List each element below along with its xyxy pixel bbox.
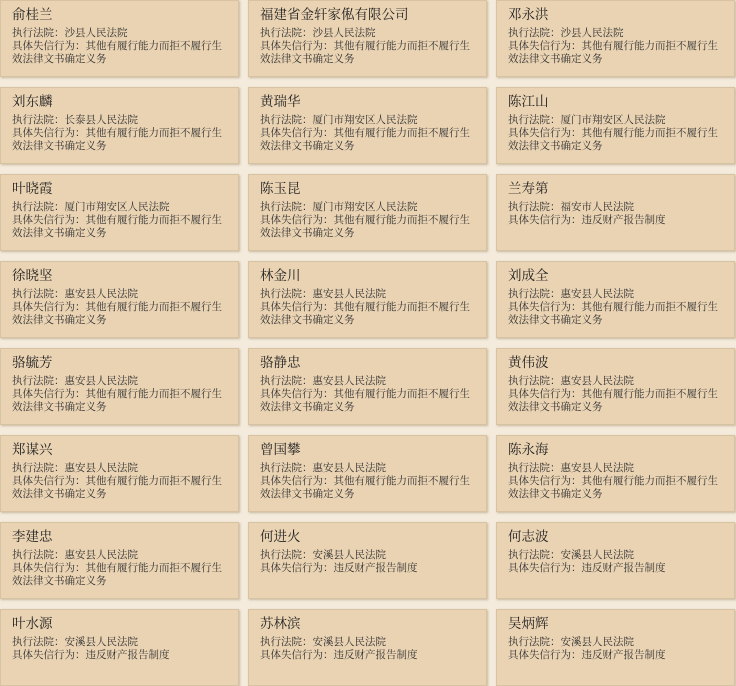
- list-item[interactable]: [496, 348, 735, 425]
- behavior-value: 其他有履行能力而拒不履行生效法律文书确定义务: [12, 388, 222, 413]
- court-line: [260, 462, 476, 475]
- court-label: 执行法院：: [260, 201, 313, 213]
- behavior-label: 具体失信行为：: [508, 475, 582, 487]
- court-value: 惠安县人民法院: [64, 375, 138, 387]
- court-value: 安溪县人民法院: [560, 549, 634, 561]
- behavior-label: 具体失信行为：: [508, 40, 582, 52]
- court-line: [12, 375, 228, 388]
- person-name[interactable]: 黄伟波: [508, 355, 549, 371]
- court-value: 福安市人民法院: [560, 201, 634, 213]
- list-item[interactable]: [0, 174, 239, 251]
- behavior-value: 其他有履行能力而拒不履行生效法律文书确定义务: [260, 301, 470, 326]
- court-label: 执行法院：: [12, 636, 65, 648]
- court-line: [12, 288, 228, 301]
- behavior-line: [260, 301, 476, 327]
- behavior-value: 其他有履行能力而拒不履行生效法律文书确定义务: [260, 388, 470, 413]
- behavior-value: 其他有履行能力而拒不履行生效法律文书确定义务: [508, 40, 718, 65]
- behavior-label: 具体失信行为：: [12, 40, 86, 52]
- behavior-label: 具体失信行为：: [508, 301, 582, 313]
- behavior-value: 其他有履行能力而拒不履行生效法律文书确定义务: [508, 388, 718, 413]
- court-line: [508, 288, 724, 301]
- court-line: [12, 462, 228, 475]
- court-label: 执行法院：: [508, 288, 561, 300]
- behavior-line: [12, 214, 228, 240]
- list-item[interactable]: [0, 0, 239, 77]
- court-value: 惠安县人民法院: [64, 549, 138, 561]
- behavior-label: 具体失信行为：: [260, 649, 334, 661]
- person-name[interactable]: 刘东麟: [12, 94, 53, 110]
- behavior-value: 违反财产报告制度: [333, 649, 418, 661]
- person-name[interactable]: 曾国攀: [260, 442, 301, 458]
- court-label: 执行法院：: [508, 375, 561, 387]
- behavior-line: [260, 127, 476, 153]
- behavior-label: 具体失信行为：: [260, 40, 334, 52]
- behavior-line: [260, 214, 476, 240]
- court-label: 执行法院：: [12, 114, 65, 126]
- court-line: [508, 636, 724, 649]
- court-line: [12, 201, 228, 214]
- behavior-line: [508, 562, 724, 575]
- behavior-line: [260, 562, 476, 575]
- behavior-label: 具体失信行为：: [508, 562, 582, 574]
- court-value: 惠安县人民法院: [312, 375, 386, 387]
- person-name[interactable]: 陈玉昆: [260, 181, 301, 197]
- behavior-line: [12, 127, 228, 153]
- behavior-value: 其他有履行能力而拒不履行生效法律文书确定义务: [260, 214, 470, 239]
- court-line: [260, 27, 476, 40]
- court-label: 执行法院：: [260, 375, 313, 387]
- list-item[interactable]: [496, 609, 735, 686]
- list-item[interactable]: [248, 522, 487, 599]
- list-item[interactable]: [0, 522, 239, 599]
- list-item[interactable]: [496, 0, 735, 77]
- person-name[interactable]: 徐晓坚: [12, 268, 53, 284]
- list-item[interactable]: [496, 435, 735, 512]
- court-label: 执行法院：: [260, 636, 313, 648]
- behavior-line: [260, 40, 476, 66]
- person-name[interactable]: 李建忠: [12, 529, 53, 545]
- court-value: 厦门市翔安区人民法院: [312, 201, 418, 213]
- behavior-label: 具体失信行为：: [12, 127, 86, 139]
- court-label: 执行法院：: [12, 201, 65, 213]
- behavior-line: [508, 475, 724, 501]
- behavior-line: [260, 388, 476, 414]
- court-value: 惠安县人民法院: [312, 462, 386, 474]
- court-line: [508, 549, 724, 562]
- person-name[interactable]: 骆毓芳: [12, 355, 53, 371]
- behavior-line: [12, 388, 228, 414]
- behavior-label: 具体失信行为：: [12, 649, 86, 661]
- court-label: 执行法院：: [508, 114, 561, 126]
- court-line: [12, 636, 228, 649]
- court-line: [260, 636, 476, 649]
- court-label: 执行法院：: [12, 375, 65, 387]
- court-value: 惠安县人民法院: [64, 462, 138, 474]
- court-value: 安溪县人民法院: [312, 636, 386, 648]
- court-label: 执行法院：: [508, 462, 561, 474]
- court-label: 执行法院：: [260, 114, 313, 126]
- person-name[interactable]: 叶晓霞: [12, 181, 53, 197]
- court-value: 厦门市翔安区人民法院: [312, 114, 418, 126]
- list-item[interactable]: [0, 609, 239, 686]
- behavior-label: 具体失信行为：: [260, 388, 334, 400]
- behavior-value: 违反财产报告制度: [85, 649, 170, 661]
- court-value: 安溪县人民法院: [560, 636, 634, 648]
- court-line: [260, 114, 476, 127]
- behavior-value: 违反财产报告制度: [581, 649, 666, 661]
- behavior-value: 其他有履行能力而拒不履行生效法律文书确定义务: [260, 127, 470, 152]
- court-value: 惠安县人民法院: [560, 462, 634, 474]
- behavior-line: [260, 475, 476, 501]
- behavior-line: [12, 475, 228, 501]
- court-line: [12, 27, 228, 40]
- behavior-value: 其他有履行能力而拒不履行生效法律文书确定义务: [12, 475, 222, 500]
- person-name[interactable]: 骆静忠: [260, 355, 301, 371]
- behavior-label: 具体失信行为：: [508, 214, 582, 226]
- court-value: 沙县人民法院: [312, 27, 376, 39]
- behavior-label: 具体失信行为：: [12, 475, 86, 487]
- behavior-line: [12, 562, 228, 588]
- behavior-label: 具体失信行为：: [12, 388, 86, 400]
- behavior-value: 其他有履行能力而拒不履行生效法律文书确定义务: [12, 562, 222, 587]
- behavior-line: [508, 214, 724, 227]
- court-line: [508, 201, 724, 214]
- behavior-line: [12, 649, 228, 662]
- behavior-label: 具体失信行为：: [260, 301, 334, 313]
- person-name[interactable]: 俞桂兰: [12, 7, 53, 23]
- court-line: [508, 462, 724, 475]
- court-line: [508, 27, 724, 40]
- person-name[interactable]: 林金川: [260, 268, 301, 284]
- court-label: 执行法院：: [508, 201, 561, 213]
- person-name[interactable]: 黄瑞华: [260, 94, 301, 110]
- person-name[interactable]: 吴炳辉: [508, 616, 549, 632]
- behavior-line: [12, 301, 228, 327]
- list-item[interactable]: [248, 174, 487, 251]
- person-name[interactable]: 兰寿第: [508, 181, 549, 197]
- behavior-label: 具体失信行为：: [260, 562, 334, 574]
- behavior-label: 具体失信行为：: [12, 214, 86, 226]
- court-label: 执行法院：: [260, 27, 313, 39]
- behavior-value: 其他有履行能力而拒不履行生效法律文书确定义务: [508, 475, 718, 500]
- behavior-value: 其他有履行能力而拒不履行生效法律文书确定义务: [260, 40, 470, 65]
- court-line: [508, 114, 724, 127]
- list-item[interactable]: [248, 609, 487, 686]
- court-label: 执行法院：: [12, 27, 65, 39]
- court-value: 安溪县人民法院: [64, 636, 138, 648]
- list-item[interactable]: [0, 348, 239, 425]
- behavior-label: 具体失信行为：: [508, 388, 582, 400]
- list-item[interactable]: [0, 87, 239, 164]
- behavior-label: 具体失信行为：: [260, 214, 334, 226]
- behavior-value: 其他有履行能力而拒不履行生效法律文书确定义务: [12, 301, 222, 326]
- behavior-line: [508, 388, 724, 414]
- list-item[interactable]: [248, 87, 487, 164]
- person-name[interactable]: 叶水源: [12, 616, 53, 632]
- behavior-value: 其他有履行能力而拒不履行生效法律文书确定义务: [260, 475, 470, 500]
- court-value: 沙县人民法院: [560, 27, 624, 39]
- court-label: 执行法院：: [260, 288, 313, 300]
- behavior-value: 其他有履行能力而拒不履行生效法律文书确定义务: [12, 214, 222, 239]
- person-name[interactable]: 郑谋兴: [12, 442, 53, 458]
- behavior-line: [508, 649, 724, 662]
- court-line: [12, 114, 228, 127]
- court-line: [260, 288, 476, 301]
- list-item[interactable]: [496, 261, 735, 338]
- list-item[interactable]: [248, 435, 487, 512]
- list-item[interactable]: [496, 87, 735, 164]
- behavior-value: 违反财产报告制度: [581, 214, 666, 226]
- court-value: 厦门市翔安区人民法院: [64, 201, 170, 213]
- behavior-label: 具体失信行为：: [260, 475, 334, 487]
- person-name[interactable]: 陈永海: [508, 442, 549, 458]
- person-name[interactable]: 何志波: [508, 529, 549, 545]
- court-line: [260, 201, 476, 214]
- behavior-value: 其他有履行能力而拒不履行生效法律文书确定义务: [12, 127, 222, 152]
- court-value: 安溪县人民法院: [312, 549, 386, 561]
- behavior-value: 违反财产报告制度: [581, 562, 666, 574]
- court-value: 惠安县人民法院: [560, 375, 634, 387]
- behavior-line: [260, 649, 476, 662]
- court-line: [260, 549, 476, 562]
- court-value: 长泰县人民法院: [64, 114, 138, 126]
- person-name[interactable]: 邓永洪: [508, 7, 549, 23]
- court-label: 执行法院：: [12, 549, 65, 561]
- behavior-value: 其他有履行能力而拒不履行生效法律文书确定义务: [508, 127, 718, 152]
- court-line: [260, 375, 476, 388]
- person-name[interactable]: 何进火: [260, 529, 301, 545]
- behavior-line: [508, 127, 724, 153]
- court-value: 厦门市翔安区人民法院: [560, 114, 666, 126]
- person-name[interactable]: 陈江山: [508, 94, 549, 110]
- court-value: 沙县人民法院: [64, 27, 128, 39]
- court-label: 执行法院：: [508, 27, 561, 39]
- person-name[interactable]: 福建省金轩家俬有限公司: [260, 7, 409, 23]
- list-item[interactable]: [0, 435, 239, 512]
- behavior-value: 其他有履行能力而拒不履行生效法律文书确定义务: [12, 40, 222, 65]
- list-item[interactable]: [496, 174, 735, 251]
- court-label: 执行法院：: [260, 462, 313, 474]
- behavior-label: 具体失信行为：: [508, 649, 582, 661]
- court-line: [508, 375, 724, 388]
- behavior-value: 违反财产报告制度: [333, 562, 418, 574]
- behavior-line: [508, 40, 724, 66]
- court-label: 执行法院：: [508, 549, 561, 561]
- court-label: 执行法院：: [12, 462, 65, 474]
- person-name[interactable]: 苏林滨: [260, 616, 301, 632]
- behavior-label: 具体失信行为：: [508, 127, 582, 139]
- court-label: 执行法院：: [12, 288, 65, 300]
- behavior-line: [508, 301, 724, 327]
- court-value: 惠安县人民法院: [312, 288, 386, 300]
- behavior-value: 其他有履行能力而拒不履行生效法律文书确定义务: [508, 301, 718, 326]
- behavior-line: [12, 40, 228, 66]
- court-label: 执行法院：: [508, 636, 561, 648]
- list-item[interactable]: [496, 522, 735, 599]
- behavior-label: 具体失信行为：: [12, 562, 86, 574]
- court-line: [12, 549, 228, 562]
- court-label: 执行法院：: [260, 549, 313, 561]
- list-item[interactable]: [248, 348, 487, 425]
- behavior-label: 具体失信行为：: [260, 127, 334, 139]
- court-value: 惠安县人民法院: [560, 288, 634, 300]
- behavior-label: 具体失信行为：: [12, 301, 86, 313]
- list-item[interactable]: [248, 261, 487, 338]
- person-name[interactable]: 刘成全: [508, 268, 549, 284]
- court-value: 惠安县人民法院: [64, 288, 138, 300]
- list-item[interactable]: [248, 0, 487, 77]
- list-item[interactable]: [0, 261, 239, 338]
